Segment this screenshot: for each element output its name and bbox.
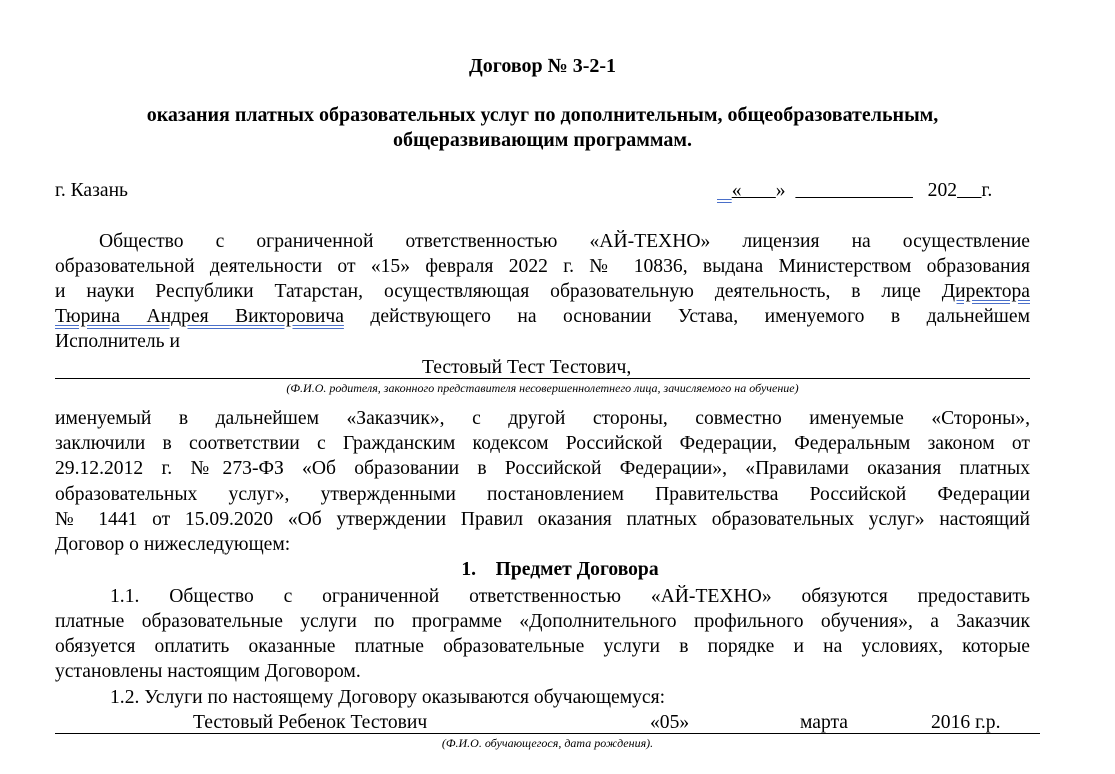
- clause-1-2: 1.2. Услуги по настоящему Договору оказываются обучающемуся:: [110, 687, 666, 708]
- student-line: [55, 733, 1040, 734]
- intro-line-2: образовательной деятельности от «15» февраля 2022 г. № 10836, выдана Министерством образования: [55, 256, 1030, 277]
- date-day-field: [742, 180, 776, 201]
- student-birth-month: марта: [800, 712, 848, 733]
- date-quote-open: «: [731, 180, 742, 201]
- intro-line-4-text: действующего на основании Устава, именуемого в дальнейшем: [343, 306, 1030, 327]
- director-name: Тюрина Андрея Викторовича: [55, 306, 344, 327]
- date-year-suffix: г.: [981, 180, 993, 201]
- student-birth-year: 2016 г.р.: [931, 712, 1001, 733]
- student-birth-day: «05»: [650, 712, 690, 733]
- date-quote-close: »: [775, 180, 786, 201]
- section-1-number: 1.: [461, 559, 477, 580]
- student-caption: (Ф.И.О. обучающегося, дата рождения).: [441, 736, 654, 750]
- customer-name: Тестовый Тест Тестович,: [422, 357, 632, 378]
- date-month-field: [795, 180, 913, 201]
- intro-line-3: [55, 279, 1030, 304]
- intro-line-5: Исполнитель и: [55, 331, 180, 352]
- director-title: Директора: [941, 281, 1030, 302]
- clause-1-1-line-2: платные образовательные услуги по программе «Дополнительного профильного обучения», а Заказчик: [55, 611, 1030, 632]
- parties-line-5: № 1441 от 15.09.2020 «Об утверждении Правил оказания платных образовательных услуг» настоящий: [55, 509, 1030, 530]
- customer-caption: (Ф.И.О. родителя, законного представителя несовершеннолетнего лица, зачисляемого на обучение): [286, 381, 799, 395]
- contract-number: Договор № 3-2-1: [468, 55, 617, 77]
- parties-line-3: 29.12.2012 г. №273-ФЗ «Об образовании в Российской Федерации», «Правилами оказания платных: [55, 458, 1030, 479]
- contract-subtitle-line2: общеразвивающим программам.: [393, 129, 692, 151]
- contract-subtitle-line1: оказания платных образовательных услуг по дополнительным, общеобразовательным,: [146, 104, 939, 126]
- intro-line-3-text: и науки Республики Татарстан, осуществляющая образовательную деятельность, в лице: [55, 281, 942, 302]
- date-day-blank: [717, 180, 732, 201]
- parties-line-6: Договор о нижеследующем:: [55, 534, 291, 555]
- section-1-title: Предмет Договора: [495, 559, 659, 580]
- city: г. Казань: [55, 180, 128, 201]
- date-year-prefix: 202: [927, 180, 958, 201]
- date-year-field: [957, 180, 982, 201]
- clause-1-1-line-1: 1.1. Общество с ограниченной ответственностью «АЙ-ТЕХНО» обязуются предоставить: [110, 586, 1030, 607]
- contract-date: [717, 178, 992, 203]
- parties-line-2: заключили в соответствии с Гражданским кодексом Российской Федерации, Федеральным законом от: [55, 433, 1030, 454]
- clause-1-1-line-3: обязуется оплатить оказанные платные образовательные услуги в порядке и на условиях, которые: [55, 636, 1030, 657]
- customer-name-line: [55, 378, 1030, 379]
- parties-line-4: образовательных услуг», утвержденными постановлением Правительства Российской Федерации: [55, 484, 1030, 505]
- section-1-heading: [0, 559, 1115, 581]
- student-name: Тестовый Ребенок Тестович: [193, 712, 428, 733]
- intro-line-1: Общество с ограниченной ответственностью «АЙ-ТЕХНО» лицензия на осуществление: [99, 231, 1030, 252]
- clause-1-1-line-4: установлены настоящим Договором.: [55, 661, 361, 682]
- parties-line-1: именуемый в дальнейшем «Заказчик», с другой стороны, совместно именуемые «Стороны»,: [55, 408, 1030, 429]
- intro-line-4: [55, 304, 1030, 329]
